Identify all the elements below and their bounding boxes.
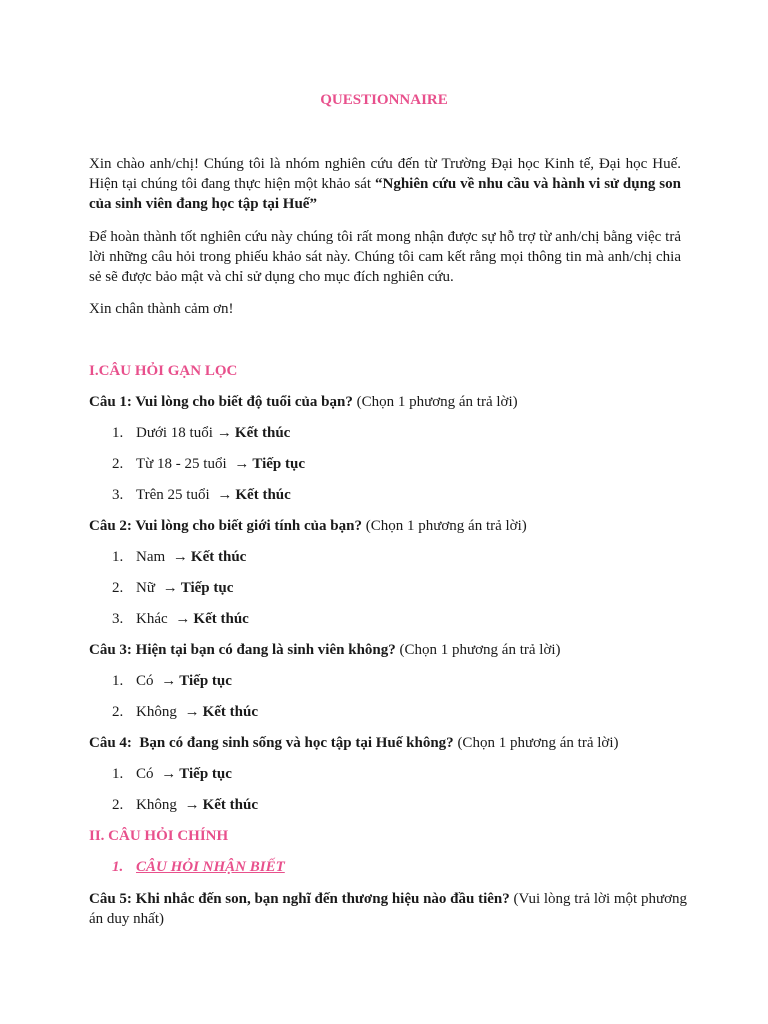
arrow-right-icon: →	[216, 425, 232, 441]
arrow-right-icon: →	[175, 611, 191, 627]
question-note: (Chọn 1 phương án trả lời)	[352, 394, 518, 410]
page-title: QUESTIONNAIRE	[320, 92, 448, 108]
question-4	[89, 733, 619, 753]
section-heading-screening: I.CÂU HỎI GẠN LỌC	[89, 363, 238, 379]
question-note: (Chọn 1 phương án trả lời)	[453, 735, 619, 751]
question-label: Câu 5:	[89, 891, 132, 907]
question-text: Vui lòng cho biết giới tính của bạn?	[131, 518, 362, 534]
survey-title: “Nghiên cứu về nhu cầu và hành vi sử dụng son của sinh viên đang học tập tại Huế”	[89, 176, 681, 212]
arrow-right-icon: →	[234, 456, 250, 472]
question-text: Khi nhắc đến son, bạn nghĩ đến thương hiệu nào đầu tiên?	[131, 891, 510, 907]
arrow-right-icon: →	[162, 580, 178, 596]
question-label: Câu 2:	[89, 518, 132, 534]
intro-text: Xin chào anh/chị! Chúng tôi là nhóm nghiên cứu đến từ Trường Đại học Kinh tế, Đại học Huế. Hiện tại chúng tôi đang thực hiện một khảo sát	[89, 156, 681, 192]
q2-option-3: 3. Khác → Kết thúc	[112, 611, 249, 627]
question-label: Câu 1:	[89, 394, 132, 410]
question-3	[89, 640, 561, 660]
arrow-right-icon: →	[172, 549, 188, 565]
arrow-right-icon: →	[217, 487, 233, 503]
question-label: Câu 3:	[89, 642, 132, 658]
intro-paragraph-2: Để hoàn thành tốt nghiên cứu này chúng tôi rất mong nhận được sự hỗ trợ từ anh/chị bằng việc trả lời những câu hỏi trong phiếu khảo sát này. Chúng tôi cam kết rằng mọi thông tin mà anh/chị chia sẻ sẽ được bảo mật và chỉ sử dụng cho mục đích nghiên cứu.	[89, 229, 681, 285]
q4-option-1: 1. Có → Tiếp tục	[112, 766, 232, 782]
question-note: (Vui lòng trả lời một phương	[509, 891, 688, 907]
q2-option-2: 2. Nữ → Tiếp tục	[112, 580, 234, 596]
question-note: (Chọn 1 phương án trả lời)	[361, 518, 527, 534]
q4-option-2: 2. Không → Kết thúc	[112, 797, 259, 813]
arrow-right-icon: →	[184, 797, 200, 813]
q1-option-2: 2. Từ 18 - 25 tuổi → Tiếp tục	[112, 456, 306, 472]
question-2	[89, 516, 527, 536]
arrow-right-icon: →	[161, 673, 177, 689]
question-5	[89, 889, 687, 909]
question-note: (Chọn 1 phương án trả lời)	[395, 642, 561, 658]
q3-option-2: 2. Không → Kết thúc	[112, 704, 259, 720]
q3-option-1: 1. Có → Tiếp tục	[112, 673, 232, 689]
intro-paragraph-1	[89, 154, 681, 214]
arrow-right-icon: →	[184, 704, 200, 720]
question-label: Câu 4:	[89, 735, 132, 751]
arrow-right-icon: →	[161, 766, 177, 782]
question-text: Bạn có đang sinh sống và học tập tại Huế không?	[131, 735, 454, 751]
question-text: Vui lòng cho biết độ tuổi của bạn?	[131, 394, 353, 410]
subsection-heading-awareness: 1. CÂU HỎI NHẬN BIẾT	[112, 859, 285, 875]
q2-option-1: 1. Nam → Kết thúc	[112, 549, 247, 565]
q1-option-1: 1. Dưới 18 tuổi → Kết thúc	[112, 425, 291, 441]
thank-you-line: Xin chân thành cảm ơn!	[89, 301, 234, 317]
question-5-note-continued: án duy nhất)	[89, 911, 164, 927]
question-1	[89, 392, 518, 412]
section-heading-main: II. CÂU HỎI CHÍNH	[89, 828, 229, 844]
q1-option-3: 3. Trên 25 tuổi → Kết thúc	[112, 487, 291, 503]
question-text: Hiện tại bạn có đang là sinh viên không?	[131, 642, 396, 658]
